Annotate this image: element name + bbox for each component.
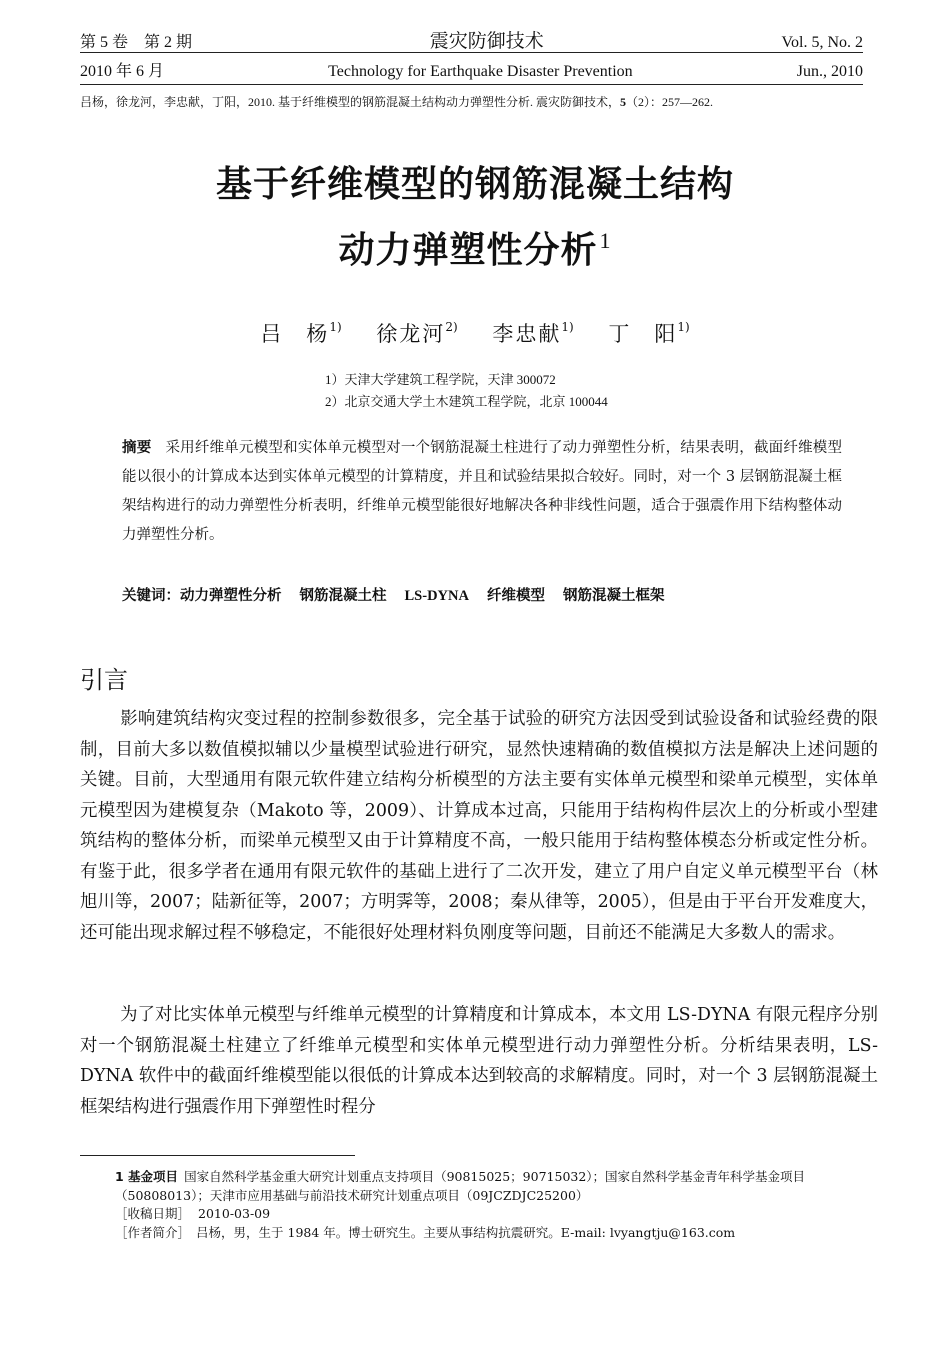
issue-label: 第 5 卷 第 2 期 [80,34,193,51]
abstract [122,434,842,550]
keyword: 钢筋混凝土框架 [562,588,665,604]
section-heading: 引言 [80,666,128,694]
author-name: 李忠献 [492,322,562,346]
paper-title-line1: 基于纤维模型的钢筋混凝土结构 [215,164,734,205]
footnote-text: 国家自然科学基金重大研究计划重点支持项目（90815025；90715032）；国家自然科学基金青年科学基金项目（50808013）；天津市应用基础与前沿技术研究计划重点项目（09JCZDJC25200） [115,1169,806,1203]
body-paragraph [80,1000,878,1122]
author-name: 徐龙河 [376,322,446,346]
author-affiliation-mark: 1) [561,320,574,334]
header-divider-bottom [80,84,863,85]
footnote-label: 1 基金项目 [115,1169,179,1184]
footnote-text: 吕杨，男，生于 1984 年。博士研究生。主要从事结构抗震研究。E-mail: lvyangtju@163.com [196,1225,736,1240]
keyword: LS-DYNA [404,588,469,604]
header-divider [80,52,863,53]
keyword: 钢筋混凝土柱 [299,588,387,604]
journal-header-top [80,26,863,53]
footnote-author [115,1223,885,1242]
author-affiliation-mark: 1) [677,320,690,334]
keyword: 纤维模型 [486,588,545,604]
abstract-text: 采用纤维单元模型和实体单元模型对一个钢筋混凝土柱进行了动力弹塑性分析，结果表明，截面纤维模型能以很小的计算成本达到实体单元模型的计算精度，并且和试验结果拟合较好。同时，对一个 3 层钢筋混凝土框架结构进行的动力弹塑性分析表明，纤维单元模型能很好地解决各种非线性问题，适合于强震作用下结构整体动力弹塑性分析。 [122,440,843,543]
author-name: 吕 杨 [260,322,330,346]
journal-header-bottom [80,58,863,81]
author [376,322,457,346]
keywords [122,584,682,605]
journal-name-cn: 震灾防御技术 [429,31,544,52]
footnote-label: ［作者简介］ [115,1225,191,1240]
citation-pages: （2）：257—262. [626,95,714,109]
paragraph-text: 影响建筑结构灾变过程的控制参数很多，完全基于试验的研究方法因受到试验设备和试验经费的限制，目前大多以数值模拟辅以少量模型试验进行研究，显然快速精确的数值模拟方法是解决上述问题的关键。目前，大型通用有限元软件建立结构分析模型的方法主要有实体单元模型和梁单元模型，实体单元模型因为建模复杂（Makoto 等，2009）、计算成本过高，只能用于结构构件层次上的分析或小型建筑结构的整体分析，而梁单元模型又由于计算精度不高，一般只能用于结构整体模态分析或定性分析。有鉴于此，很多学者在通用有限元软件的基础上进行了二次开发，建立了用户自定义单元模型平台（林旭川等，2007；陆新征等，2007；方明霁等，2008；秦从律等，2005），但是由于平台开发难度大，还可能出现求解过程不够稳定，不能很好处理材料负刚度等问题，目前还不能满足大多数人的需求。 [80,709,878,943]
paragraph-text: 为了对比实体单元模型与纤维单元模型的计算精度和计算成本，本文用 LS-DYNA 有限元程序分别对一个钢筋混凝土柱建立了纤维单元模型和实体单元模型进行动力弹塑性分析。分析结果表明，LS-DYNA 软件中的截面纤维模型能以很低的计算成本达到较高的求解精度。同时，对一个 3 层钢筋混凝土框架结构进行强震作用下弹塑性时程分 [80,1005,878,1117]
author [260,322,341,346]
footnote-label: ［收稿日期］ [115,1206,191,1221]
author-name: 丁 阳 [608,322,678,346]
paper-title-line2 [0,222,950,273]
author [492,322,573,346]
footnote-received [115,1204,885,1223]
date-label-en: Jun., 2010 [796,63,863,80]
paper-title-text: 动力弹塑性分析 [338,230,598,271]
author-affiliation-mark: 2) [445,320,458,334]
body-paragraph [80,704,878,948]
citation-text: 吕杨，徐龙河，李忠献，丁阳，2010. 基于纤维模型的钢筋混凝土结构动力弹塑性分析. 震灾防御技术， [80,95,621,109]
footnote-divider [80,1155,355,1156]
journal-name-en: Technology for Earthquake Disaster Prevention [328,63,633,80]
date-label-cn: 2010 年 6 月 [80,63,165,80]
abstract-label: 摘要 [122,440,152,456]
volume-label-en: Vol. 5, No. 2 [781,34,863,51]
author-list [0,318,950,348]
title-footnote-mark: 1 [599,228,612,253]
keywords-label: 关键词： [122,588,180,604]
affiliation-2: 2）北京交通大学土木建筑工程学院，北京 100044 [325,394,608,409]
keyword: 动力弹塑性分析 [180,588,282,604]
author [608,322,689,346]
citation-line [80,93,713,110]
footnote-text: 2010-03-09 [198,1206,271,1221]
affiliation-1: 1）天津大学建筑工程学院，天津 300072 [325,372,556,387]
author-affiliation-mark: 1) [329,320,342,334]
footnote-funding [115,1167,885,1205]
citation-volume: 5 [620,95,627,109]
